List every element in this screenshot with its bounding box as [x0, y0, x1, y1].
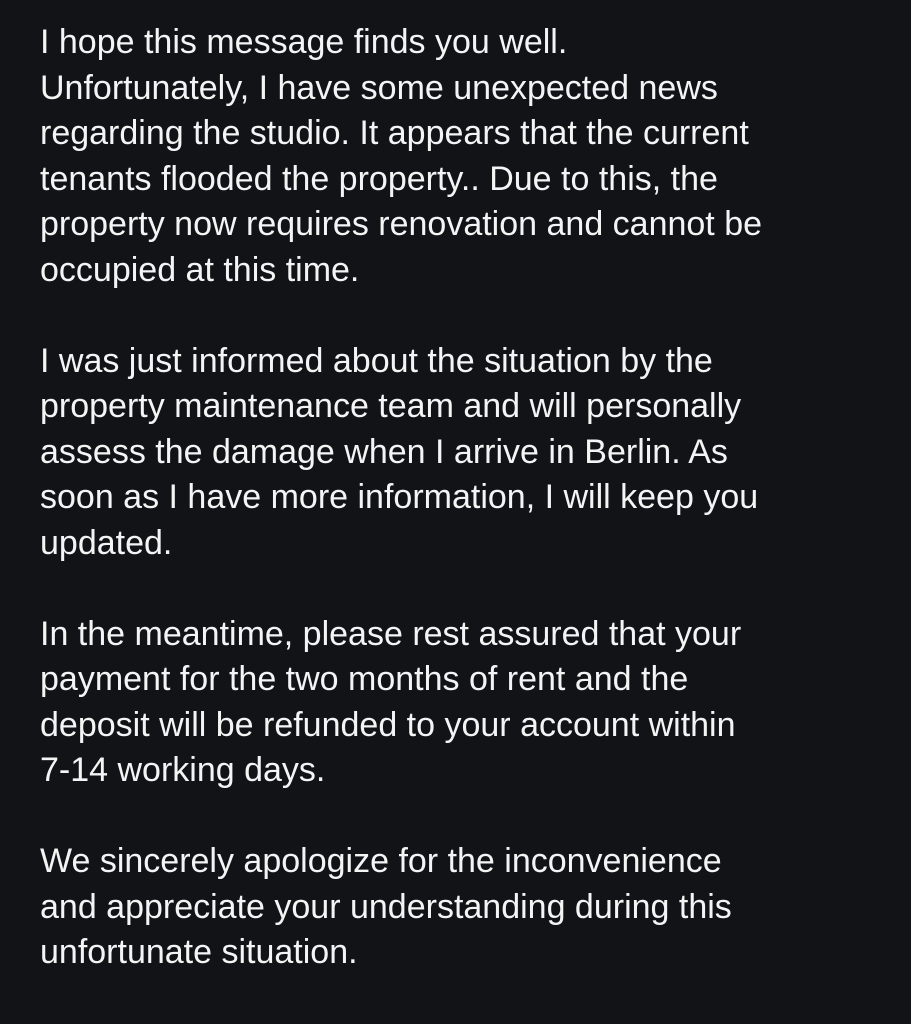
message-paragraph-greeting: [40, 20, 900, 293]
message-line: payment for the two months of rent and the: [40, 660, 689, 698]
message-line: We sincerely apologize for the inconvenience: [40, 842, 722, 880]
message-line: I hope this message finds you well.: [40, 23, 568, 61]
message-line: updated.: [40, 523, 173, 562]
message-line: In the meantime, please rest assured that your: [40, 614, 742, 653]
message-line: Unfortunately, I have some unexpected news: [40, 68, 718, 107]
message-line: soon as I have more information, I will keep you: [40, 478, 759, 516]
message-line: deposit will be refunded to your account within: [40, 705, 736, 744]
message-paragraph-refund: [40, 612, 900, 794]
message-line: occupied at this time.: [40, 250, 360, 289]
message-paragraph-apology: [40, 839, 900, 976]
message-line: tenants flooded the property.. Due to this, the: [40, 159, 718, 198]
message-line: property now requires renovation and cannot be: [40, 205, 763, 243]
message-line: 7-14 working days.: [40, 751, 326, 789]
message-line: regarding the studio. It appears that the current: [40, 114, 749, 152]
message-paragraph-situation: [40, 339, 900, 567]
message-line: assess the damage when I arrive in Berlin. As: [40, 432, 728, 471]
message-body: [40, 20, 900, 976]
message-line: property maintenance team and will personally: [40, 387, 742, 425]
message-line: unfortunate situation.: [40, 933, 358, 971]
message-line: and appreciate your understanding during this: [40, 887, 732, 926]
message-line: I was just informed about the situation by the: [40, 341, 713, 380]
